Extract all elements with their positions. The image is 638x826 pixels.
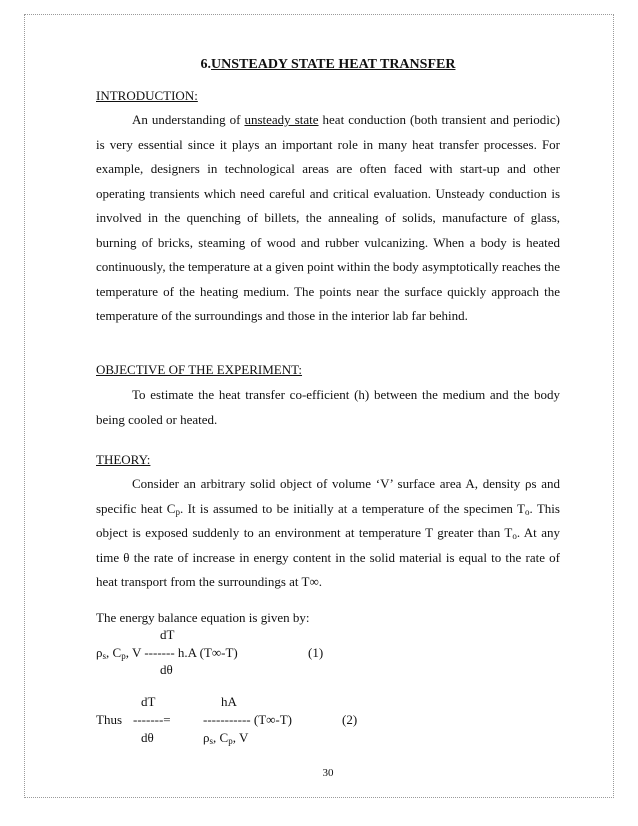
energy-balance-intro: The energy balance equation is given by:: [96, 610, 310, 625]
section-number: 6.: [200, 57, 212, 72]
introduction-heading: INTRODUCTION:: [96, 88, 198, 103]
page-title: [96, 57, 560, 73]
theory-heading: THEORY:: [96, 452, 151, 467]
eq2-left-numerator: dT: [141, 694, 156, 709]
eq1-denominator: dθ: [160, 662, 173, 677]
eq2-right-bar: ----------- (T∞-T): [203, 712, 293, 727]
eq2-right-numerator: hA: [221, 694, 237, 709]
objective-paragraph: To estimate the heat transfer co-efficient (h) between the medium and the body being cooled or heated.: [96, 387, 560, 427]
eq2-lead: Thus: [96, 712, 122, 727]
eq2-right-denominator: $\rho_s$, $C_p$, V: [203, 730, 249, 746]
section-title: UNSTEADY STATE HEAT TRANSFER: [211, 57, 456, 72]
eq1-numerator: dT: [160, 627, 175, 642]
eq1-number: (1): [308, 645, 324, 660]
introduction-paragraph: An understanding of unsteady state heat conduction (both transient and periodic) is very essential since it plays an important role in many heat transfer processes. For example, designers in technological areas are often faced with start-up and other operating transients which need careful and critical evaluation. Unsteady conduction is involved in the quenching of billets, the annealing of solids, manufacture of glass, burning of bricks, steaming of wood and rubber vulcanizing. When a body is heated continuously, the temperature at a given point within the body asymptotically reaches the temperature of the heating medium. The points near the surface quickly approach the temperature of the surroundings and those in the interior lab far behind.: [96, 112, 560, 323]
eq2-left-denominator: dθ: [141, 730, 154, 745]
objective-heading: OBJECTIVE OF THE EXPERIMENT:: [96, 362, 303, 377]
eq1-body: $\rho_s$, $C_p$, V ------- h.A (T∞-T): [96, 645, 238, 661]
theory-paragraph: Consider an arbitrary solid object of volume ‘V’ surface area A, density ρs and specific heat $C_p$. It is assumed to be initially at a temperature of the specimen $T_o$. This object is exposed suddenly to an environment at temperature T greater than $T_o$. At any time θ the rate of increase in energy content in the solid material is equal to the rate of heat transport from the surroundings at T∞.: [96, 476, 560, 589]
eq2-number: (2): [342, 712, 358, 727]
eq2-left-bar: -------=: [133, 712, 171, 727]
unsteady-state-term: unsteady state: [244, 112, 319, 127]
page-number: 30: [322, 767, 334, 779]
